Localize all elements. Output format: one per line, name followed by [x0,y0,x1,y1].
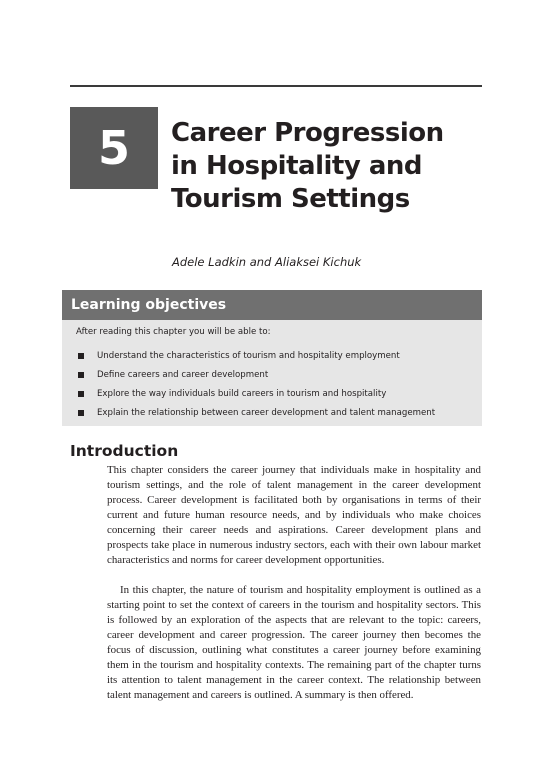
chapter-number-box [70,107,158,189]
square-bullet-icon [78,410,84,416]
top-rule [70,85,482,87]
list-item [76,384,435,403]
list-item [76,403,435,422]
introduction-paragraph: This chapter considers the career journey that individuals make in hospitality and tourism settings, and the role of talent management in the career development process. Career development is facilitated both by organisations in terms of their current and future human resource needs, and by individuals who make choices concerning their career needs and aspirations. Career development plans and prospects take place in numerous industry sectors, each with their own labour market characteristics and norms for career development opportunities. [107,464,481,566]
chapter-title [171,117,481,216]
square-bullet-icon [78,353,84,359]
learning-objectives-intro: After reading this chapter you will be able to: [76,327,271,337]
learning-objectives-box [62,290,482,426]
chapter-title-line: Tourism Settings [171,184,410,214]
chapter-number: 5 [97,121,130,175]
objective-text: Explore the way individuals build careers in tourism and hospitality [97,388,387,399]
objective-text: Understand the characteristics of tourism and hospitality employment [97,350,400,361]
chapter-title-line: in Hospitality and [171,151,422,181]
list-item [76,365,435,384]
objective-text: Define careers and career development [97,369,269,380]
introduction-paragraph: In this chapter, the nature of tourism and hospitality employment is outlined as a starting point to set the context of careers in the tourism and hospitality sectors. This is followed by an exploration of the aspects that are relevant to the topic: careers, career development and career progression. The career journey then becomes the focus of discussion, outlining what constitutes a career journey before examining them in the tourism and hospitality contexts. The remaining part of the chapter turns its attention to talent management in the career context. The relationship between talent management and careers is outlined. A summary is then offered. [107,584,481,701]
chapter-title-line: Career Progression [171,118,444,148]
list-item [76,346,435,365]
introduction-heading: Introduction [70,442,179,460]
chapter-authors: Adele Ladkin and Aliaksei Kichuk [172,255,362,269]
learning-objectives-heading: Learning objectives [62,290,482,320]
square-bullet-icon [78,391,84,397]
objective-text: Explain the relationship between career development and talent management [97,407,436,418]
learning-objectives-list [76,346,435,422]
square-bullet-icon [78,372,84,378]
